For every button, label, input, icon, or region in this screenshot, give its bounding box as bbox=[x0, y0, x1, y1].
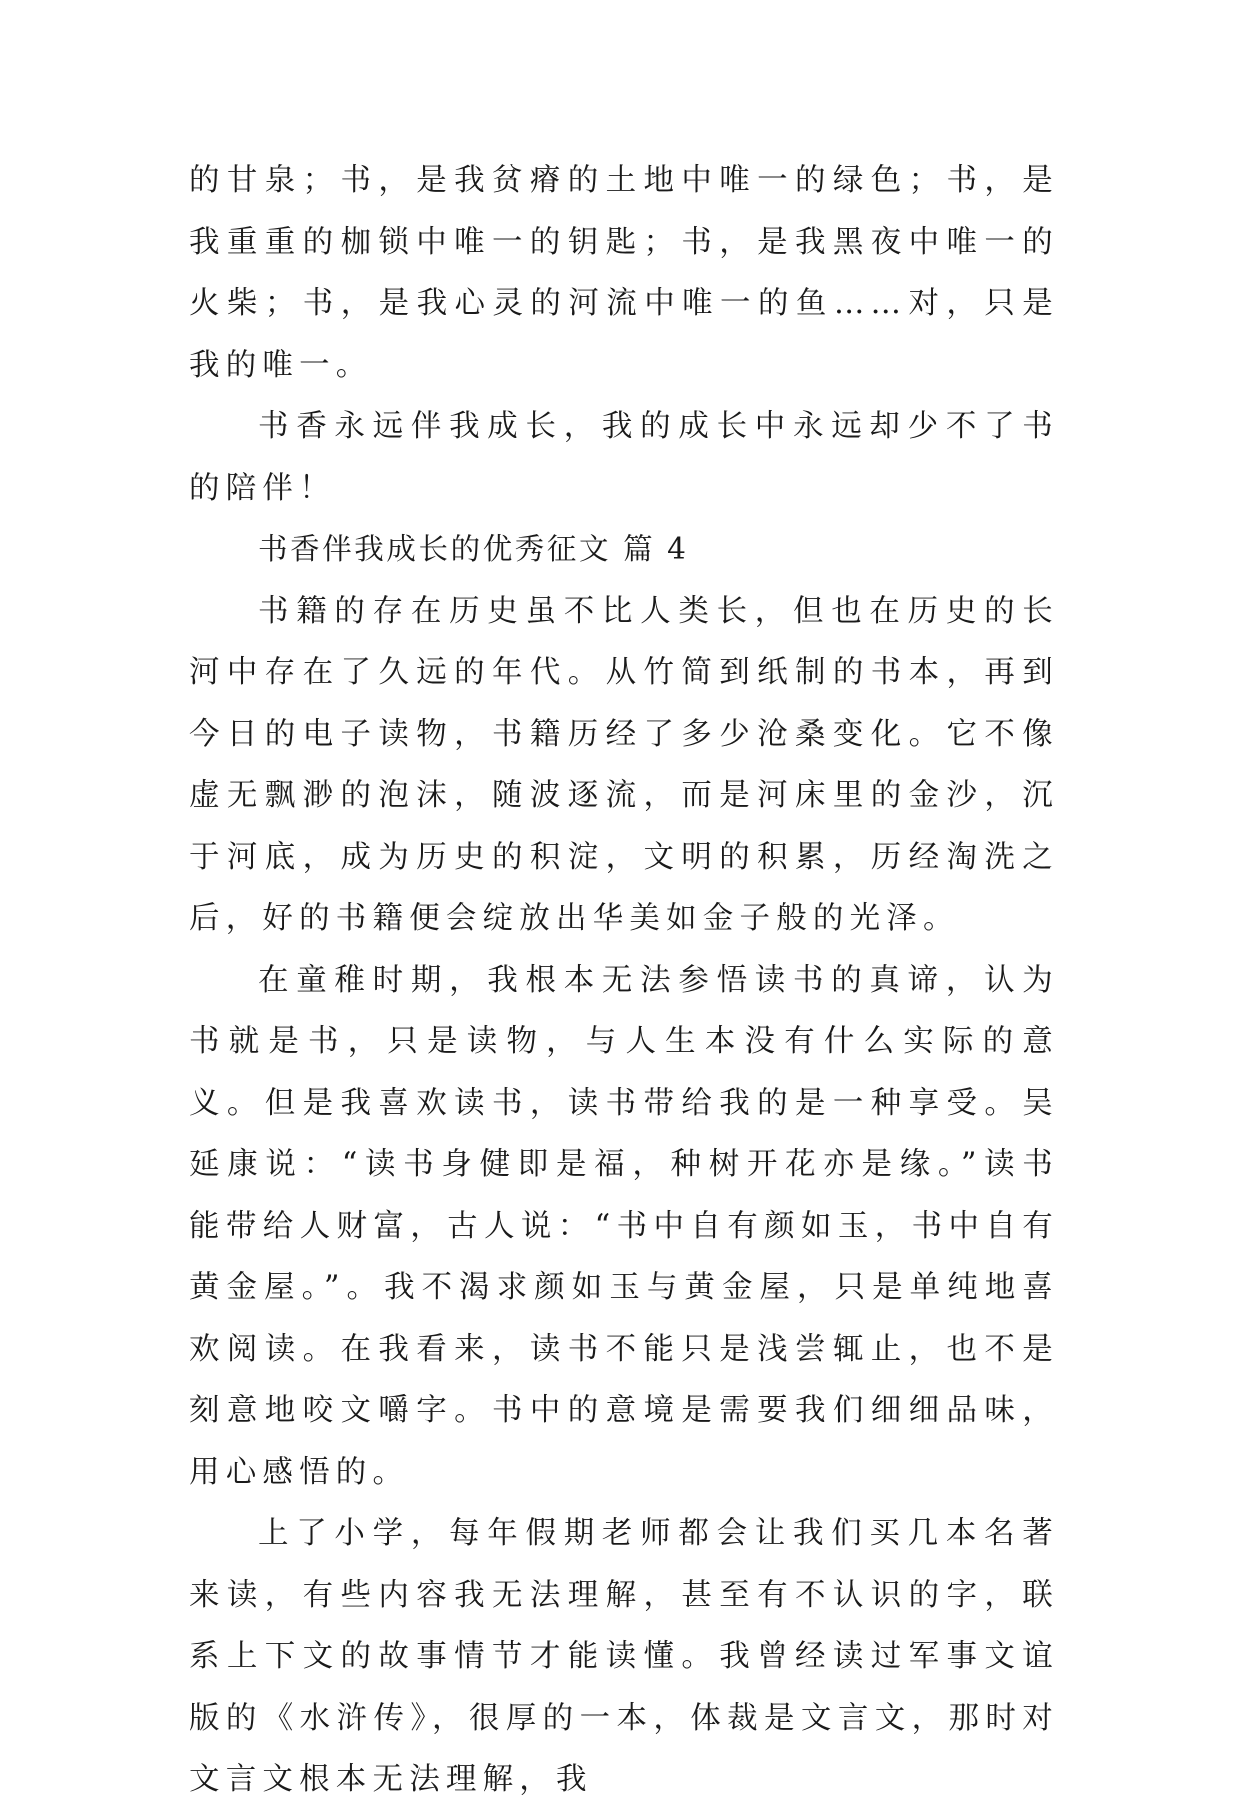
section-heading: 书香伴我成长的优秀征文 篇 4 bbox=[258, 532, 689, 566]
paragraph-primary-school: 上了小学，每年假期老师都会让我们买几本名著来读，有些内容我无法理解，甚至有不认识的字，联系上下文的故事情节才能读懂。我曾经读过军事文谊版的《水浒传》，很厚的一本，体裁是文言文，那时对文言文根本无法理解，我 bbox=[189, 1516, 1059, 1797]
document-body bbox=[189, 150, 1059, 1811]
paragraph-closing: 书香永远伴我成长，我的成长中永远却少不了书的陪伴！ bbox=[189, 409, 1059, 506]
paragraph-continuation: 的甘泉；书，是我贫瘠的土地中唯一的绿色；书，是我重重的枷锁中唯一的钥匙；书，是我黑夜中唯一的火柴；书，是我心灵的河流中唯一的鱼……对，只是我的唯一。 bbox=[189, 163, 1059, 383]
paragraph-childhood: 在童稚时期，我根本无法参悟读书的真谛，认为书就是书，只是读物，与人生本没有什么实际的意义。但是我喜欢读书，读书带给我的是一种享受。吴延康说：“读书身健即是福，种树开花亦是缘。”读书能带给人财富，古人说：“书中自有颜如玉，书中自有黄金屋。”。我不渴求颜如玉与黄金屋，只是单纯地喜欢阅读。在我看来，读书不能只是浅尝辄止，也不是刻意地咬文嚼字。书中的意境是需要我们细细品味，用心感悟的。 bbox=[189, 962, 1059, 1490]
paragraph-books-history: 书籍的存在历史虽不比人类长，但也在历史的长河中存在了久远的年代。从竹简到纸制的书本，再到今日的电子读物，书籍历经了多少沧桑变化。它不像虚无飘渺的泡沫，随波逐流，而是河床里的金沙，沉于河底，成为历史的积淀，文明的积累，历经淘洗之后，好的书籍便会绽放出华美如金子般的光泽。 bbox=[189, 593, 1059, 936]
